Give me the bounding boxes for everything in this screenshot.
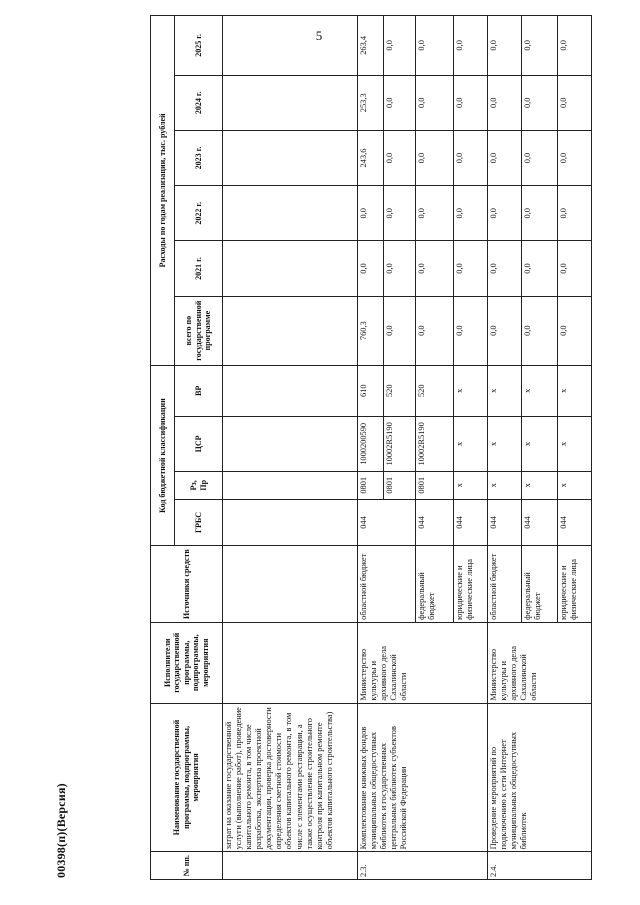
header-grbs: ГРБС <box>175 499 223 546</box>
cell-total: 0,0 <box>384 296 416 365</box>
cell-2025: 0,0 <box>454 16 488 76</box>
header-num: № пп. <box>151 852 223 880</box>
header-budget-code: Код бюджетной классификации <box>151 365 175 546</box>
table-row-2-3-a <box>358 16 384 880</box>
cell-2022: 0,0 <box>384 186 416 241</box>
cell-2023: 0,0 <box>416 130 454 185</box>
header-rzpr: Рз, Пр <box>175 471 223 499</box>
cell-2022: 0,0 <box>558 186 592 241</box>
header-2021: 2021 г. <box>175 241 223 296</box>
cell-empty <box>223 852 358 880</box>
cell-executor: Министерство культуры и архивного дела Сахалинской области <box>358 622 488 703</box>
header-vr: ВР <box>175 365 223 416</box>
cell-total: 760,3 <box>358 296 384 365</box>
cell-rzpr: х <box>454 471 488 499</box>
cell-vr: х <box>558 365 592 416</box>
header-expenses: Расходы по годам реализации, тыс. рублей <box>151 16 175 366</box>
cell-num: 2.3. <box>358 852 488 880</box>
header-2022: 2022 г. <box>175 186 223 241</box>
cell-csr: х <box>522 416 558 471</box>
document-code: 00398(п)(Версия) <box>54 783 68 878</box>
page-number: 5 <box>315 28 323 43</box>
cell-2021: 0,0 <box>522 241 558 296</box>
cell-csr: 1000200590 <box>358 416 384 471</box>
cell-2024: 0,0 <box>558 75 592 130</box>
header-source: Источники средств <box>151 546 223 623</box>
cell-grbs: 044 <box>558 499 592 546</box>
cell-rzpr: х <box>558 471 592 499</box>
header-row-1 <box>151 16 175 880</box>
cell-2023: 0,0 <box>454 130 488 185</box>
budget-table <box>150 15 592 880</box>
cell-name: Проведение мероприятий по подключению к сети Интернет муниципальных общедоступных библиотек <box>488 703 592 852</box>
cell-rzpr: х <box>522 471 558 499</box>
cell-source: юридические и физические лица <box>558 546 592 623</box>
cell-source: юридические и физические лица <box>454 546 488 623</box>
cell-2021: 0,0 <box>454 241 488 296</box>
cell-2022: 0,0 <box>488 186 522 241</box>
header-csr: ЦСР <box>175 416 223 471</box>
cell-2022: 0,0 <box>454 186 488 241</box>
header-name: Наименование государственной программы, подпрограммы, мероприятия <box>151 703 223 852</box>
cell-2024: 253,3 <box>358 75 384 130</box>
header-executor: Исполнители государственной программы, подпрограммы, мероприятия <box>151 622 223 703</box>
cell-grbs: 044 <box>416 499 454 546</box>
cell-2025: 263,4 <box>358 16 384 76</box>
cell-2021: 0,0 <box>488 241 522 296</box>
cell-rzpr: 0801 <box>358 471 384 499</box>
cell-2024: 0,0 <box>522 75 558 130</box>
cell-grbs: 044 <box>488 499 522 546</box>
cell-grbs: 044 <box>522 499 558 546</box>
cell-2024: 0,0 <box>416 75 454 130</box>
cell-vr: 610 <box>358 365 384 416</box>
cell-total: 0,0 <box>416 296 454 365</box>
table-row-2-4-a <box>488 16 522 880</box>
table-row-continuation <box>223 16 358 880</box>
cell-name-continuation: затрат на оказание государственной услуги (выполнение работ), проведение капитального ремонта, в том числе разработка, экспертиза проектной документации, проверка достоверности определения сметной стоимости объектов капитального ремонта, в том числе с элементами реставрации, а также осуществление строительного контроля при капитальном ремонте объектов капитального строительства) <box>223 703 358 852</box>
cell-2025: 0,0 <box>558 16 592 76</box>
cell-2025: 0,0 <box>384 16 416 76</box>
cell-2021: 0,0 <box>416 241 454 296</box>
cell-csr: 10002R5190 <box>384 416 416 471</box>
cell-vr: х <box>522 365 558 416</box>
cell-2023: 0,0 <box>488 130 522 185</box>
cell-2025: 0,0 <box>488 16 522 76</box>
cell-csr: х <box>488 416 522 471</box>
cell-grbs: 044 <box>358 499 416 546</box>
cell-total: 0,0 <box>558 296 592 365</box>
cell-2022: 0,0 <box>522 186 558 241</box>
cell-total: 0,0 <box>454 296 488 365</box>
cell-rzpr: х <box>488 471 522 499</box>
cell-2023: 0,0 <box>522 130 558 185</box>
cell-name: Комплектование книжных фондов муниципальных общедоступных библиотек и государственных центральных библиотек субъектов Российской Федерации <box>358 703 488 852</box>
cell-2024: 0,0 <box>454 75 488 130</box>
cell-grbs: 044 <box>454 499 488 546</box>
cell-rzpr: 0801 <box>416 471 454 499</box>
header-2023: 2023 г. <box>175 130 223 185</box>
header-2025: 2025 г. <box>175 16 223 76</box>
cell-source: областной бюджет <box>358 546 416 623</box>
cell-2024: 0,0 <box>488 75 522 130</box>
cell-csr: х <box>454 416 488 471</box>
cell-2024: 0,0 <box>384 75 416 130</box>
cell-csr: х <box>558 416 592 471</box>
cell-vr: х <box>488 365 522 416</box>
header-2024: 2024 г. <box>175 75 223 130</box>
cell-csr: 10002R5190 <box>416 416 454 471</box>
cell-2021: 0,0 <box>384 241 416 296</box>
cell-2021: 0,0 <box>358 241 384 296</box>
cell-source: областной бюджет <box>488 546 522 623</box>
cell-2022: 0,0 <box>416 186 454 241</box>
cell-executor: Министерство культуры и архивного дела Сахалинской области <box>488 622 592 703</box>
cell-2021: 0,0 <box>558 241 592 296</box>
cell-2025: 0,0 <box>522 16 558 76</box>
cell-source: федеральный бюджет <box>416 546 454 623</box>
cell-num: 2.4. <box>488 852 592 880</box>
cell-2023: 243,6 <box>358 130 384 185</box>
cell-source: федеральный бюджет <box>522 546 558 623</box>
cell-rzpr: 0801 <box>384 471 416 499</box>
cell-vr: 520 <box>384 365 416 416</box>
cell-total: 0,0 <box>488 296 522 365</box>
cell-total: 0,0 <box>522 296 558 365</box>
cell-2023: 0,0 <box>558 130 592 185</box>
cell-2022: 0,0 <box>358 186 384 241</box>
cell-2025: 0,0 <box>416 16 454 76</box>
cell-vr: 520 <box>416 365 454 416</box>
rotated-table-wrapper <box>150 15 625 880</box>
header-total: всего по государственной программе <box>175 296 223 365</box>
cell-2023: 0,0 <box>384 130 416 185</box>
cell-vr: х <box>454 365 488 416</box>
